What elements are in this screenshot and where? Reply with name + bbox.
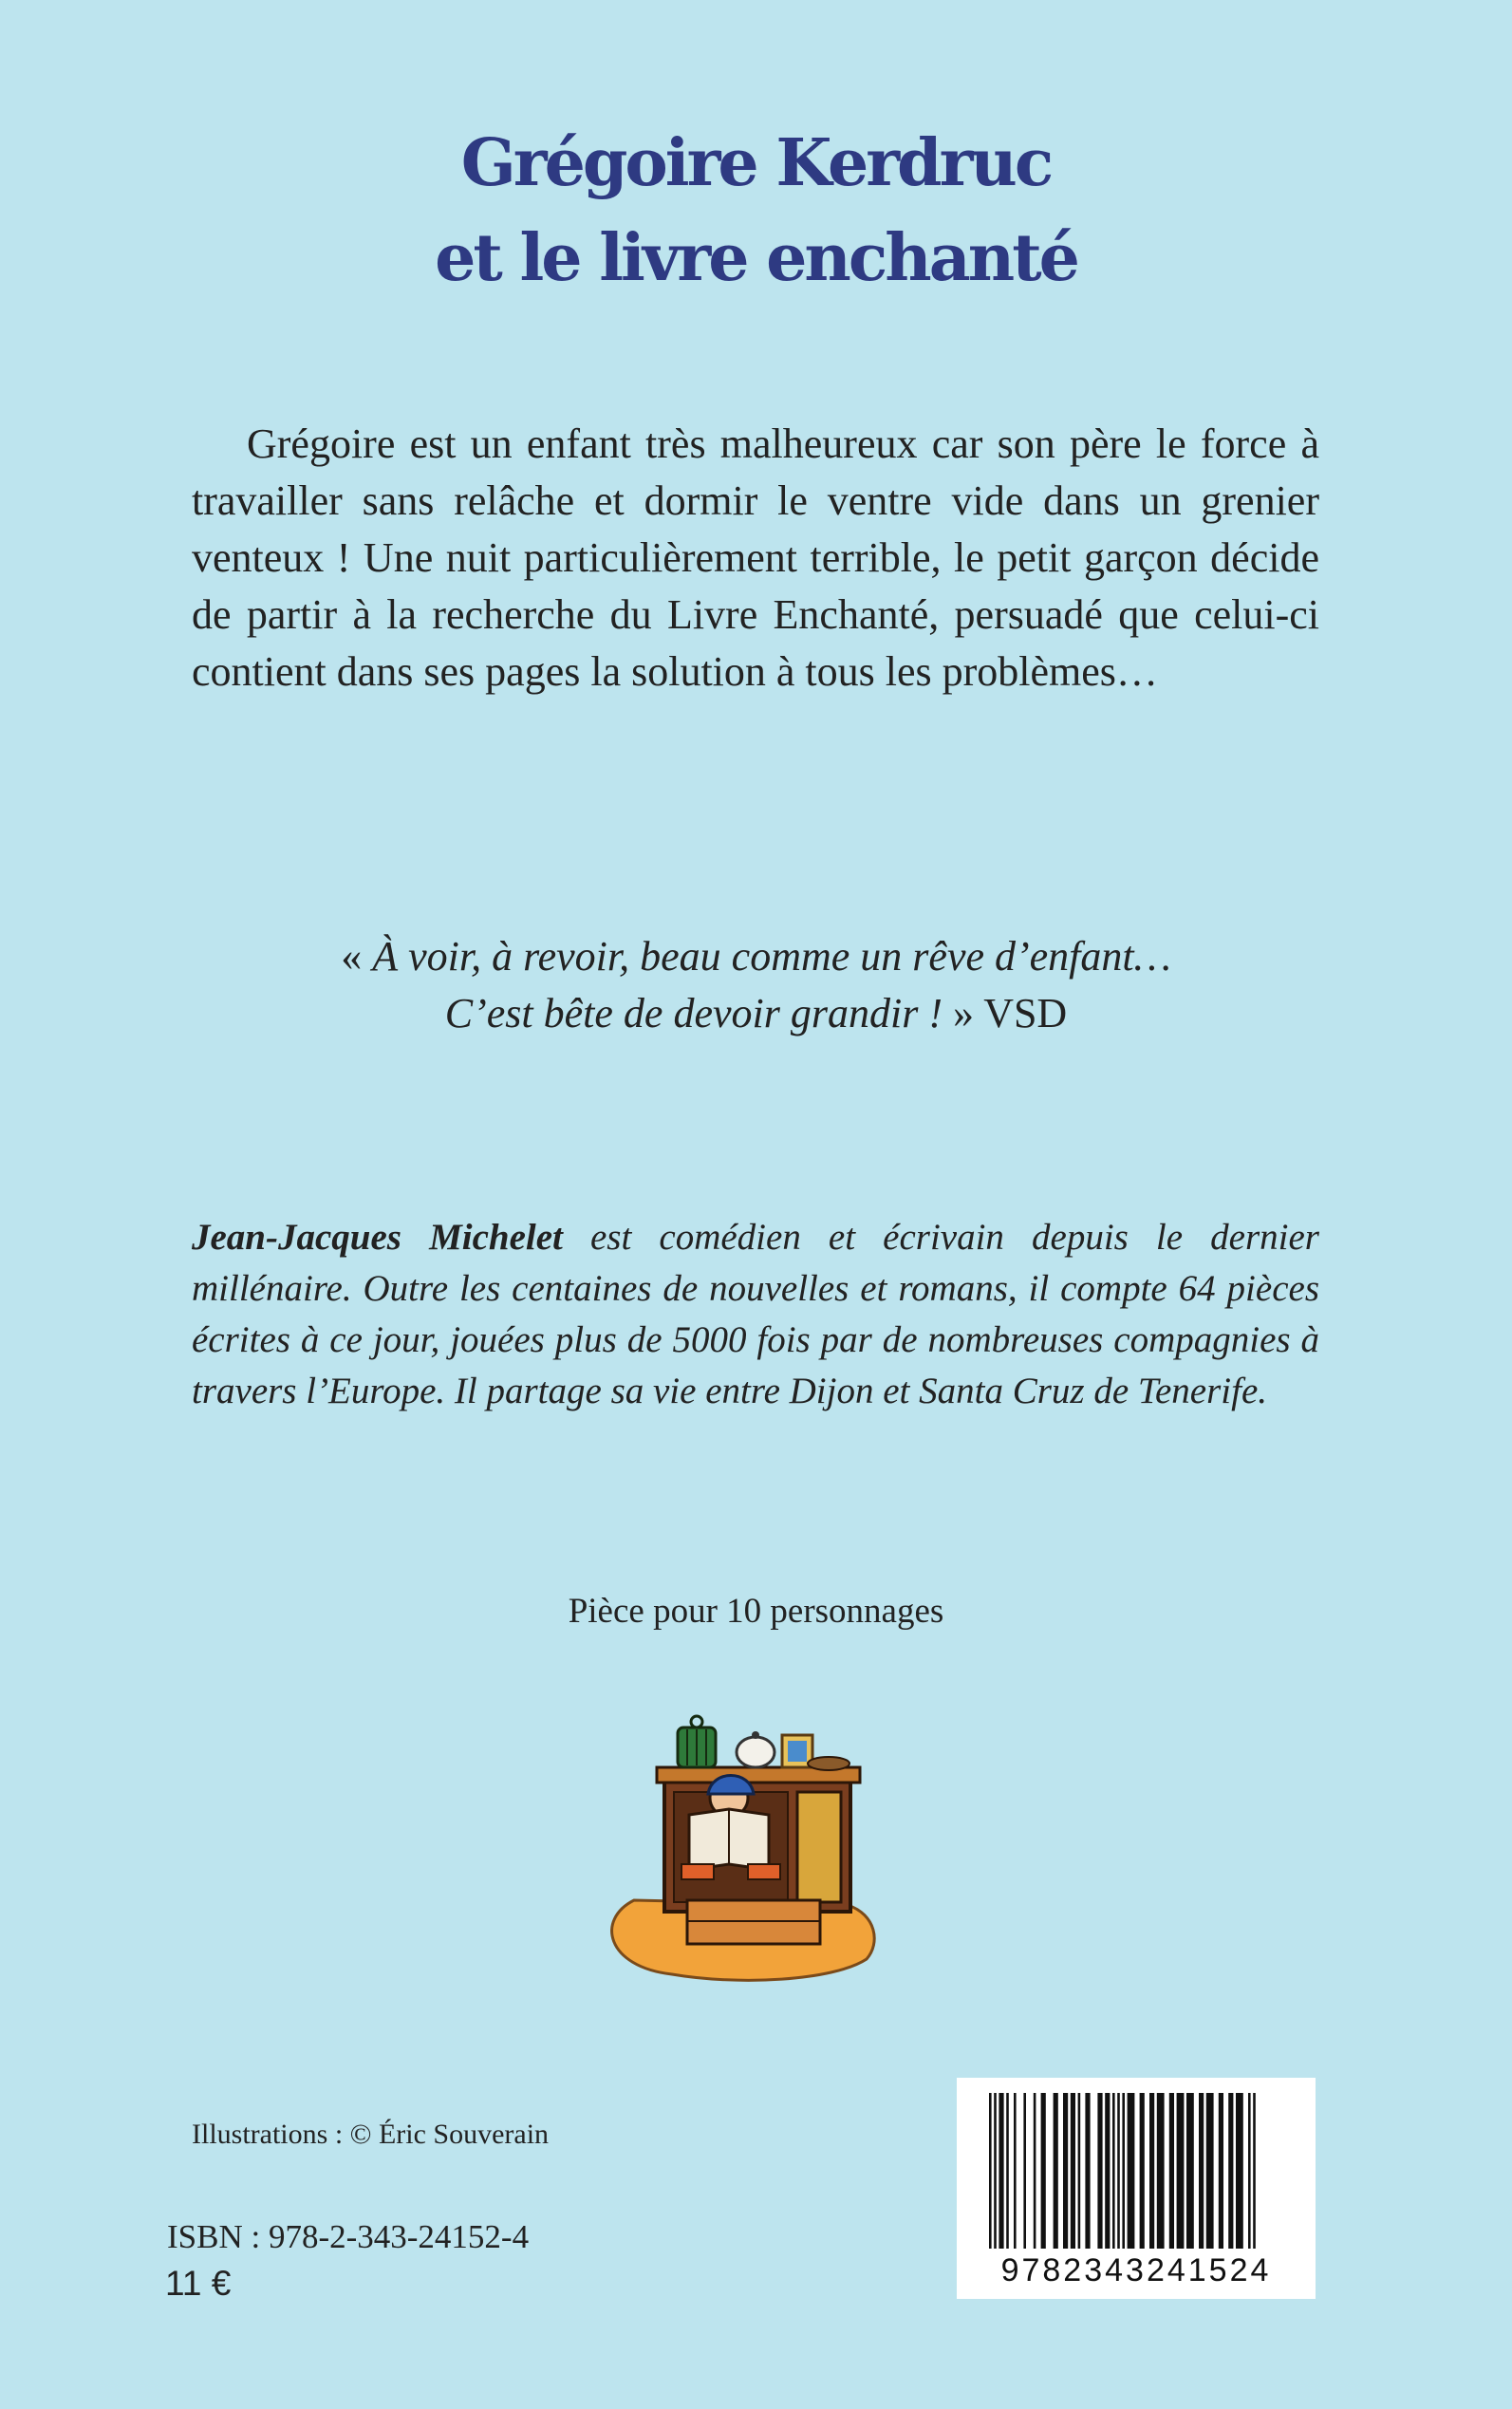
author-name: Jean-Jacques Michelet [192, 1217, 563, 1258]
quote-source: » VSD [942, 990, 1068, 1036]
barcode-bar [1054, 2093, 1058, 2249]
barcode-bar [989, 2093, 992, 2249]
barcode-bar [1014, 2093, 1017, 2249]
barcode-bar [1071, 2093, 1075, 2249]
quote-text-1: À voir, à revoir, beau comme un rêve d’enfant… [372, 933, 1171, 980]
barcode-bar [1228, 2093, 1233, 2249]
barcode-bar [1105, 2093, 1110, 2249]
author-bio-text: est comédien et écrivain depuis le dernier millénaire. Outre les centaines de nouvelles et romans, il compte 64 pièces écrites à ce jour, jouées plus de 5000 fois par de nombreuses compagnies à travers l’Europe. Il partage sa vie entre Dijon et Santa Cruz de Tenerife. [192, 1217, 1319, 1411]
isbn: ISBN : 978-2-343-24152-4 [167, 2218, 530, 2255]
barcode-bar [1219, 2093, 1223, 2249]
barcode-bar [1186, 2093, 1194, 2249]
barcode-bar [1006, 2093, 1009, 2249]
barcode-bar [1140, 2093, 1145, 2249]
barcode-bar [1041, 2093, 1046, 2249]
barcode-bar [1149, 2093, 1154, 2249]
price: 11 € [165, 2264, 232, 2303]
barcode-bar [1122, 2093, 1125, 2249]
barcode-bar [1199, 2093, 1204, 2249]
barcode-bar [1085, 2093, 1090, 2249]
barcode-bar [1023, 2093, 1026, 2249]
book-title-line-1: Grégoire Kerdruc [460, 125, 1052, 201]
barcode-bar [1248, 2093, 1251, 2249]
illustration-credits: Illustrations : © Éric Souverain [192, 2119, 550, 2150]
barcode-bars [957, 2078, 1316, 2253]
barcode-bar [994, 2093, 997, 2249]
barcode [957, 2078, 1316, 2299]
barcode-digits: 9782343241524 [1000, 2252, 1272, 2288]
barcode-bar [1206, 2093, 1214, 2249]
child-reading-book-illustration [596, 1710, 881, 1986]
barcode-bar [1253, 2093, 1256, 2249]
barcode-bar [1236, 2093, 1243, 2249]
author-bio [192, 1212, 1319, 1417]
barcode-bar [1177, 2093, 1185, 2249]
barcode-bar [1128, 2093, 1135, 2249]
barcode-bar [1157, 2093, 1165, 2249]
barcode-bar [1063, 2093, 1068, 2249]
press-quote-line-2 [0, 985, 1512, 1042]
quote-open-mark: « [341, 933, 373, 980]
barcode-bar [1117, 2093, 1120, 2249]
barcode-bar [1078, 2093, 1081, 2249]
barcode-bar [1097, 2093, 1102, 2249]
barcode-bar [1112, 2093, 1115, 2249]
synopsis-text: Grégoire est un enfant très malheureux car son père le force à travailler sans relâche et dormir le ventre vide dans un grenier venteux ! Une nuit particulièrement terrible, le petit garçon décide de partir à la recherche du Livre Enchanté, persuadé que celui-ci contient dans ses pages la solution à tous les problèmes… [192, 420, 1319, 695]
book-title-line-2: et le livre enchanté [435, 220, 1077, 296]
quote-text-2: C’est bête de devoir grandir ! [444, 990, 943, 1036]
barcode-bar [1034, 2093, 1036, 2249]
barcode-bar [1169, 2093, 1174, 2249]
piece-info: Pièce pour 10 personnages [568, 1592, 944, 1631]
barcode-bar [999, 2093, 1003, 2249]
press-quote-line-1 [0, 928, 1512, 985]
